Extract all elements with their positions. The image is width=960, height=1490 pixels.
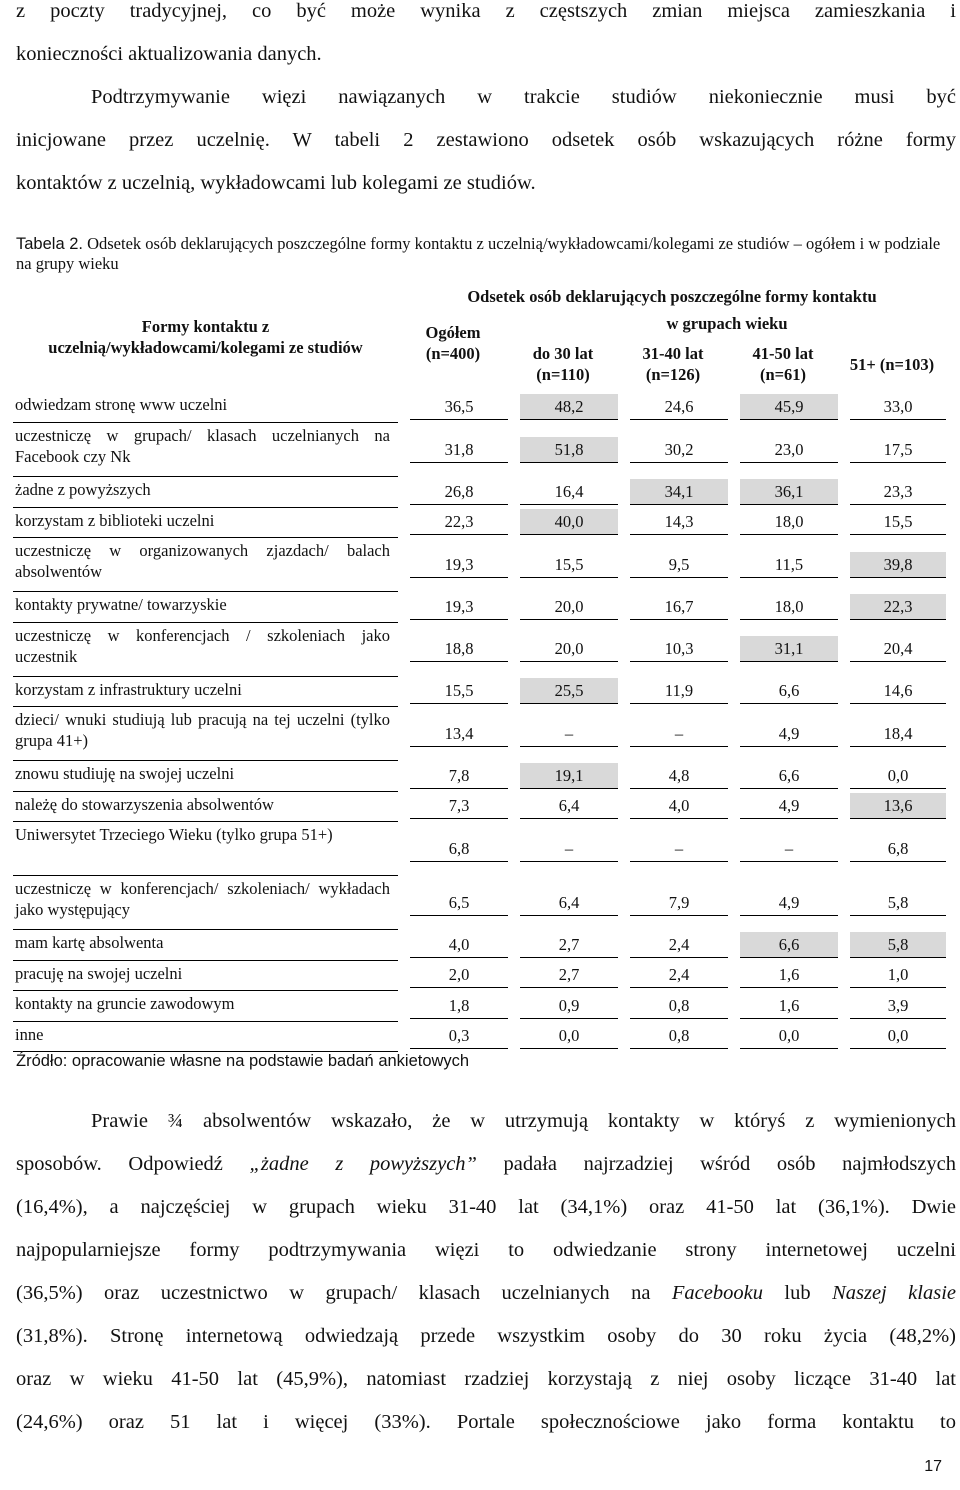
- value-text: 39,8: [850, 552, 946, 578]
- value-cell: [838, 392, 946, 423]
- value-text: 1,8: [410, 993, 508, 1019]
- value-cell: [618, 991, 728, 1022]
- value-cell: [508, 507, 618, 538]
- value-cell: [618, 622, 728, 676]
- value-text: 22,3: [850, 594, 946, 620]
- value-text: 13,6: [850, 793, 946, 819]
- text-italic: „żadne z powyższych”: [249, 1153, 477, 1175]
- value-cell: [618, 477, 728, 508]
- header-total: Ogółem (n=400): [425, 323, 481, 363]
- value-text: –: [520, 836, 618, 862]
- value-text: 0,3: [410, 1023, 508, 1049]
- table-row: [13, 761, 946, 792]
- value-text: 4,9: [740, 721, 838, 747]
- text-italic: Facebooku: [671, 1282, 763, 1304]
- value-text: 4,9: [740, 793, 838, 819]
- intro-paragraph-2: [16, 76, 956, 205]
- header-age-3: 51+ (n=103): [849, 354, 935, 374]
- data-table: [13, 282, 946, 1052]
- value-cell: [618, 392, 728, 423]
- value-text: 6,6: [740, 763, 838, 789]
- value-text: 15,5: [520, 552, 618, 578]
- text-line: konieczności aktualizowania danych.: [16, 43, 322, 65]
- value-text: 7,9: [630, 890, 728, 916]
- value-cell: [838, 930, 946, 961]
- value-text: 51,8: [520, 437, 618, 463]
- text-line: Podtrzymywanie więzi nawiązanych w trakcie studiów niekoniecznie musi być: [91, 86, 956, 108]
- value-text: 0,0: [850, 1023, 946, 1049]
- value-text: 7,8: [410, 763, 508, 789]
- value-text: 0,9: [520, 993, 618, 1019]
- value-cell: [618, 960, 728, 991]
- header-age-groups: w grupach wieku: [666, 313, 788, 333]
- value-text: 22,3: [410, 509, 508, 535]
- value-text: 2,4: [630, 932, 728, 958]
- value-cell: [508, 930, 618, 961]
- row-label: mam kartę absolwenta: [13, 930, 398, 961]
- row-label: inne: [13, 1021, 398, 1052]
- value-text: 4,9: [740, 890, 838, 916]
- table-row: [13, 592, 946, 623]
- value-text: 20,0: [520, 636, 618, 662]
- row-label: znowu studiuję na swojej uczelni: [13, 761, 398, 792]
- value-cell: [398, 1021, 508, 1052]
- header-age-0: do 30 lat (n=110): [532, 344, 594, 384]
- value-cell: [398, 822, 508, 876]
- value-cell: [838, 622, 946, 676]
- row-label: korzystam z biblioteki uczelni: [13, 507, 398, 538]
- value-cell: [728, 392, 838, 423]
- row-label: korzystam z infrastruktury uczelni: [13, 676, 398, 707]
- row-label: uczestniczę w konferencjach / szkoleniach jako uczestnik: [13, 622, 398, 676]
- value-cell: [728, 761, 838, 792]
- text-line: Prawie ¾ absolwentów wskazało, że w utrzymują kontakty w któryś z wymienionych: [91, 1110, 956, 1132]
- value-cell: [508, 477, 618, 508]
- row-label: pracuję na swojej uczelni: [13, 960, 398, 991]
- value-cell: [728, 791, 838, 822]
- body-paragraph: [16, 1100, 956, 1444]
- text-fragment: (36,5%) oraz uczestnictwo w grupach/ klasach uczelnianych na: [16, 1282, 672, 1304]
- value-text: 31,8: [410, 437, 508, 463]
- value-text: 16,4: [520, 479, 618, 505]
- page-number: 17: [924, 1458, 942, 1475]
- value-cell: [508, 592, 618, 623]
- value-text: 10,3: [630, 636, 728, 662]
- row-label: uczestniczę w konferencjach/ szkoleniach/ wykładach jako występujący: [13, 876, 398, 930]
- value-text: 1,6: [740, 993, 838, 1019]
- value-cell: [398, 538, 508, 592]
- header-age-2: 41-50 lat (n=61): [752, 344, 814, 384]
- value-cell: [838, 676, 946, 707]
- value-cell: [838, 761, 946, 792]
- text-line: [16, 1272, 956, 1315]
- value-cell: [838, 707, 946, 761]
- value-cell: [728, 960, 838, 991]
- value-text: 20,4: [850, 636, 946, 662]
- value-text: 20,0: [520, 594, 618, 620]
- value-text: 5,8: [850, 932, 946, 958]
- value-cell: [398, 930, 508, 961]
- value-cell: [398, 707, 508, 761]
- value-text: 4,0: [410, 932, 508, 958]
- value-cell: [728, 707, 838, 761]
- value-text: 19,1: [520, 763, 618, 789]
- table-row: [13, 960, 946, 991]
- intro-paragraph-1: [16, 0, 956, 76]
- value-cell: [728, 592, 838, 623]
- value-text: 19,3: [410, 594, 508, 620]
- value-cell: [618, 676, 728, 707]
- value-cell: [508, 761, 618, 792]
- value-cell: [508, 791, 618, 822]
- value-cell: [728, 1021, 838, 1052]
- value-text: 16,7: [630, 594, 728, 620]
- value-text: 24,6: [630, 394, 728, 420]
- value-cell: [618, 423, 728, 477]
- value-text: –: [740, 836, 838, 862]
- value-text: 36,5: [410, 394, 508, 420]
- text-line: z poczty tradycyjnej, co być może wynika z częstszych zmian miejsca zamieszkania i: [16, 0, 956, 22]
- value-cell: [398, 960, 508, 991]
- row-label: uczestniczę w grupach/ klasach uczelnianych na Facebook czy Nk: [13, 423, 398, 477]
- value-cell: [398, 423, 508, 477]
- value-cell: [508, 423, 618, 477]
- table-row: [13, 876, 946, 930]
- table-row: [13, 477, 946, 508]
- table-source: Źródło: opracowanie własne na podstawie badań ankietowych: [16, 1052, 470, 1070]
- value-text: 6,4: [520, 793, 618, 819]
- value-text: 11,5: [740, 552, 838, 578]
- value-text: 11,9: [630, 678, 728, 704]
- value-text: 6,6: [740, 932, 838, 958]
- table-row: [13, 822, 946, 876]
- value-cell: [508, 1021, 618, 1052]
- value-text: 26,8: [410, 479, 508, 505]
- value-cell: [398, 991, 508, 1022]
- value-cell: [838, 791, 946, 822]
- table-row: [13, 507, 946, 538]
- text-line: najpopularniejsze formy podtrzymywania więzi to odwiedzanie strony internetowej uczelni: [16, 1239, 956, 1261]
- value-text: 25,5: [520, 678, 618, 704]
- table-row: [13, 1021, 946, 1052]
- value-cell: [618, 707, 728, 761]
- value-cell: [728, 477, 838, 508]
- value-text: 13,4: [410, 721, 508, 747]
- value-text: 7,3: [410, 793, 508, 819]
- value-cell: [398, 622, 508, 676]
- row-label: żadne z powyższych: [13, 477, 398, 508]
- value-text: 6,5: [410, 890, 508, 916]
- value-text: 15,5: [410, 678, 508, 704]
- table-row: [13, 622, 946, 676]
- value-text: 19,3: [410, 552, 508, 578]
- text-line: kontaktów z uczelnią, wykładowcami lub kolegami ze studiów.: [16, 172, 536, 194]
- value-cell: [838, 507, 946, 538]
- text-fragment: lub: [762, 1282, 833, 1304]
- value-cell: [838, 960, 946, 991]
- value-cell: [728, 622, 838, 676]
- row-label: dzieci/ wnuki studiują lub pracują na tej uczelni (tylko grupa 41+): [13, 707, 398, 761]
- text-line: oraz w wieku 41-50 lat (45,9%), natomiast rzadziej korzystają z niej osoby liczące 31-40 lat: [16, 1368, 956, 1390]
- row-label: uczestniczę w organizowanych zjazdach/ balach absolwentów: [13, 538, 398, 592]
- value-text: 1,6: [740, 962, 838, 988]
- value-cell: [838, 1021, 946, 1052]
- value-text: 33,0: [850, 394, 946, 420]
- value-cell: [398, 676, 508, 707]
- value-cell: [508, 676, 618, 707]
- header-forms: Formy kontaktu z uczelnią/wykładowcami/kolegami ze studiów: [48, 317, 363, 357]
- value-text: 17,5: [850, 437, 946, 463]
- table-row: [13, 423, 946, 477]
- value-text: 45,9: [740, 394, 838, 420]
- value-text: 2,0: [410, 962, 508, 988]
- value-cell: [728, 538, 838, 592]
- value-cell: [508, 991, 618, 1022]
- value-cell: [618, 791, 728, 822]
- value-cell: [838, 477, 946, 508]
- value-text: 40,0: [520, 509, 618, 535]
- value-text: 0,8: [630, 1023, 728, 1049]
- value-text: 5,8: [850, 890, 946, 916]
- value-cell: [728, 507, 838, 538]
- value-text: 23,3: [850, 479, 946, 505]
- value-cell: [618, 876, 728, 930]
- table-row: [13, 538, 946, 592]
- value-cell: [728, 423, 838, 477]
- value-cell: [398, 791, 508, 822]
- value-text: 4,8: [630, 763, 728, 789]
- value-text: 23,0: [740, 437, 838, 463]
- value-text: –: [630, 721, 728, 747]
- value-cell: [508, 876, 618, 930]
- value-text: 14,6: [850, 678, 946, 704]
- value-cell: [728, 991, 838, 1022]
- value-text: 48,2: [520, 394, 618, 420]
- value-cell: [618, 1021, 728, 1052]
- value-text: 18,8: [410, 636, 508, 662]
- value-text: 18,4: [850, 721, 946, 747]
- value-cell: [508, 622, 618, 676]
- value-cell: [398, 592, 508, 623]
- value-cell: [618, 930, 728, 961]
- header-age-1: 31-40 lat (n=126): [642, 344, 704, 384]
- value-text: 6,8: [850, 836, 946, 862]
- value-cell: [618, 592, 728, 623]
- table-row: [13, 991, 946, 1022]
- row-label: należę do stowarzyszenia absolwentów: [13, 791, 398, 822]
- value-cell: [618, 507, 728, 538]
- value-cell: [398, 477, 508, 508]
- value-cell: [618, 538, 728, 592]
- value-cell: [508, 960, 618, 991]
- text-line: (24,6%) oraz 51 lat i więcej (33%). Portale społecznościowe jako forma kontaktu to: [16, 1411, 956, 1433]
- table-caption-label: Tabela 2.: [16, 235, 83, 253]
- value-text: 2,7: [520, 932, 618, 958]
- value-text: 3,9: [850, 993, 946, 1019]
- value-text: 18,0: [740, 509, 838, 535]
- text-italic: Naszej klasie: [832, 1282, 956, 1304]
- table-row: [13, 791, 946, 822]
- table-caption: [16, 234, 956, 274]
- value-cell: [728, 822, 838, 876]
- value-cell: [838, 991, 946, 1022]
- value-cell: [398, 507, 508, 538]
- row-label: kontakty na gruncie zawodowym: [13, 991, 398, 1022]
- value-cell: [508, 707, 618, 761]
- value-text: 2,4: [630, 962, 728, 988]
- value-cell: [838, 423, 946, 477]
- value-text: 18,0: [740, 594, 838, 620]
- table-row: [13, 707, 946, 761]
- value-cell: [618, 761, 728, 792]
- text-line: (16,4%), a najczęściej w grupach wieku 31-40 lat (34,1%) oraz 41-50 lat (36,1%). Dwie: [16, 1196, 956, 1218]
- row-label: odwiedzam stronę www uczelni: [13, 392, 398, 423]
- value-text: 0,0: [740, 1023, 838, 1049]
- value-cell: [398, 761, 508, 792]
- text-fragment: sposobów. Odpowiedź: [16, 1153, 250, 1175]
- value-cell: [728, 930, 838, 961]
- value-text: 34,1: [630, 479, 728, 505]
- value-text: –: [630, 836, 728, 862]
- value-text: 2,7: [520, 962, 618, 988]
- row-label: Uniwersytet Trzeciego Wieku (tylko grupa 51+): [13, 822, 398, 876]
- value-text: 0,0: [520, 1023, 618, 1049]
- value-text: 36,1: [740, 479, 838, 505]
- value-text: 14,3: [630, 509, 728, 535]
- value-cell: [508, 822, 618, 876]
- value-text: 6,6: [740, 678, 838, 704]
- value-cell: [728, 876, 838, 930]
- value-text: 9,5: [630, 552, 728, 578]
- value-cell: [618, 822, 728, 876]
- value-cell: [398, 876, 508, 930]
- table-row: [13, 392, 946, 423]
- value-cell: [838, 538, 946, 592]
- value-text: –: [520, 721, 618, 747]
- value-cell: [508, 538, 618, 592]
- text-line: [16, 1143, 956, 1186]
- row-label: kontakty prywatne/ towarzyskie: [13, 592, 398, 623]
- value-text: 0,0: [850, 763, 946, 789]
- table-caption-text: Odsetek osób deklarujących poszczególne formy kontaktu z uczelnią/wykładowcami/kolegami ze studiów – ogółem i w podziale na grupy wieku: [16, 234, 941, 273]
- value-text: 4,0: [630, 793, 728, 819]
- text-fragment: padała najrzadziej wśród osób najmłodszych: [476, 1153, 957, 1175]
- text-line: inicjowane przez uczelnię. W tabeli 2 zestawiono odsetek osób wskazujących różne formy: [16, 129, 956, 151]
- value-text: 1,0: [850, 962, 946, 988]
- table-row: [13, 930, 946, 961]
- table-row: [13, 676, 946, 707]
- value-cell: [838, 822, 946, 876]
- value-text: 6,8: [410, 836, 508, 862]
- header-group: Odsetek osób deklarujących poszczególne formy kontaktu: [467, 286, 877, 306]
- value-text: 31,1: [740, 636, 838, 662]
- value-cell: [728, 676, 838, 707]
- value-cell: [838, 592, 946, 623]
- text-line: (31,8%). Stronę internetową odwiedzają przede wszystkim osoby do 30 roku życia (48,2%): [16, 1325, 956, 1347]
- value-cell: [508, 392, 618, 423]
- value-text: 6,4: [520, 890, 618, 916]
- value-text: 30,2: [630, 437, 728, 463]
- value-cell: [838, 876, 946, 930]
- value-text: 0,8: [630, 993, 728, 1019]
- value-text: 15,5: [850, 509, 946, 535]
- value-cell: [398, 392, 508, 423]
